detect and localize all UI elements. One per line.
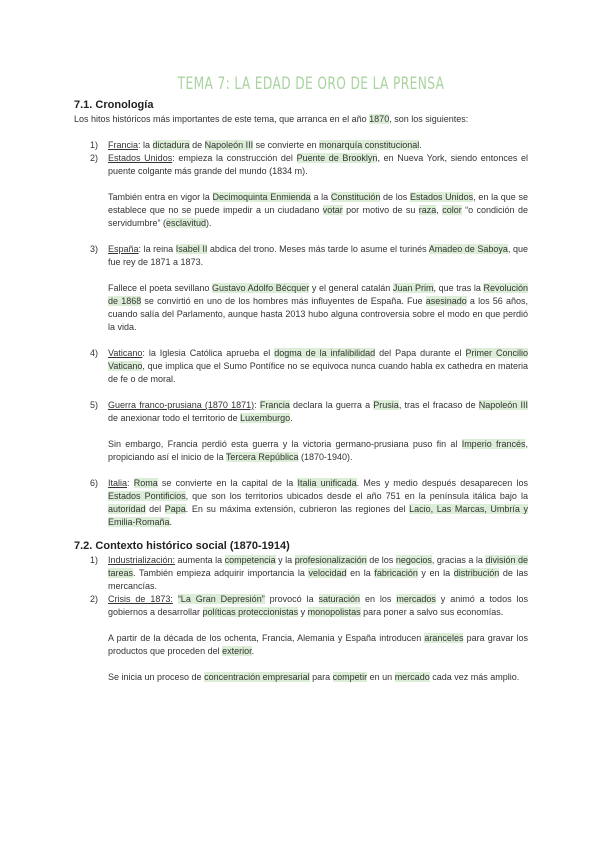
text-run: . También empieza adquirir importancia la [133,568,309,578]
text-run: , propiciando así el inicio de la [108,439,528,462]
text-run: se convirtió en uno de los hombres más influyentes de España. Fue [141,296,426,306]
highlighted-term: dictadura [152,140,190,150]
text-run: y el general catalán [309,283,393,293]
highlighted-term: Prusia [373,400,399,410]
text-run: cada vez más amplio. [429,672,520,682]
text-run: , que fue rey de 1871 a 1873. [108,244,528,267]
spacer [74,230,528,243]
text-run: para poner a salvo sus economías. [360,607,504,617]
list-number: 1) [90,555,99,565]
text-run: : [127,478,134,488]
highlighted-term: Juan Prim [392,283,434,293]
highlighted-term: división de tareas [108,555,528,578]
text-run: (1870-1940). [298,452,353,462]
text-run: Se inicia un proceso de [108,672,205,682]
highlighted-term: Lacio, Las Marcas, Umbría y Emilia-Romaña [108,504,529,527]
text-run: de anexionar todo el territorio de [108,413,241,423]
highlighted-term: monopolistas [307,607,361,617]
highlighted-term: Estados Pontificios [108,491,186,501]
highlighted-term: Puente de Brooklyn [296,153,378,163]
text-run: abdica del trono. Meses más tarde lo asume el turinés [207,244,429,254]
numbered-list [74,139,528,529]
text-run: También entra en vigor la [108,192,213,202]
text-run: ). [206,218,212,228]
highlighted-term: Amadeo de Saboya [428,244,508,254]
paragraph [108,632,528,658]
intro-paragraph [74,113,528,126]
text-run: y [298,607,308,617]
highlighted-term: profesionalización [294,555,367,565]
paragraph [108,282,528,334]
highlighted-term: Primer Concilio Vaticano [108,348,529,371]
text-run: del [145,504,165,514]
text-run: : la Iglesia Católica aprueba el [142,348,275,358]
text-run: , que son los territorios ubicados desde el año 751 en la península itálica bajo la [185,491,528,501]
text-run: se convierte en la capital de la [157,478,298,488]
list-item [74,347,528,386]
highlighted-term: asesinado [425,296,467,306]
highlighted-term: competir [332,672,368,682]
highlighted-term: 1870 [369,114,390,124]
highlighted-term: Revolución de 1868 [108,283,529,306]
text-run: . [419,140,422,150]
text-run: y en la [417,568,454,578]
text-run: del Papa durante el [375,348,466,358]
text-run: de los [366,555,396,565]
highlighted-term: aranceles [424,633,464,643]
highlighted-term: Decimoquinta Enmienda [212,192,311,202]
text-run: para [309,672,333,682]
highlighted-term: políticas proteccionistas [202,607,299,617]
underlined-topic: Crisis de 1873: [108,594,173,604]
text-run: . En su máxima extensión, cubrieron las regiones del [185,504,410,514]
text-run: , tras el fracaso de [398,400,479,410]
highlighted-term: Constitución [330,192,381,202]
text-run: . Mes y medio después desaparecen los [356,478,528,488]
list-item [74,399,528,464]
highlighted-term: distribución [453,568,500,578]
paragraph [108,671,528,684]
text-run: , que tras la [433,283,484,293]
highlighted-term: mercado [394,672,430,682]
highlighted-term: Roma [133,478,158,488]
highlighted-term: competencia [224,555,276,565]
document-body [74,98,528,684]
text-run: : la [138,140,153,150]
highlighted-term: velocidad [308,568,347,578]
paragraph [108,139,528,152]
list-item [74,593,528,684]
text-run: y animó a todos los gobiernos a desarrollar [108,594,528,617]
spacer [108,425,528,438]
highlighted-term: mercados [396,594,436,604]
text-run: “o condición de servidumbre” ( [108,205,528,228]
section [74,539,528,684]
highlighted-term: fabricación [374,568,418,578]
underlined-topic: Francia [108,140,139,150]
underlined-topic: Guerra franco-prusiana (1870 1871) [108,400,255,410]
text-run: de los [380,192,410,202]
list-item [74,554,528,593]
text-run: A partir de la década de los ochenta, Francia, Alemania y España introducen [108,633,425,643]
text-run: se convierte en [253,140,320,150]
highlighted-term: Papa [164,504,186,514]
spacer [108,178,528,191]
list-item [74,139,528,152]
highlighted-term: Napoleón III [478,400,528,410]
highlighted-term: exterior [222,646,252,656]
highlighted-term: concentración empresarial [204,672,310,682]
paragraph [108,191,528,230]
highlighted-term: dogma de la infalibilidad [274,348,376,358]
list-number: 4) [90,348,99,358]
text-run: declara la guerra a [289,400,374,410]
text-run: en los [360,594,397,604]
list-number: 5) [90,400,99,410]
document-title: TEMA 7: LA EDAD DE ORO DE LA PRENSA [177,74,445,94]
text-run: : empieza la construcción del [172,153,297,163]
list-number: 1) [90,140,99,150]
text-run: de las mercancías. [108,568,528,591]
highlighted-term: Gustavo Adolfo Bécquer [212,283,310,293]
list-item [74,477,528,529]
highlighted-term: monarquía constitucional [319,140,420,150]
text-run: . [251,646,255,656]
numbered-list [74,554,528,684]
text-run: : la reina [138,244,176,254]
list-number: 2) [90,594,99,604]
highlighted-term: color [442,205,462,215]
underlined-topic: España [108,244,139,254]
list-number: 6) [90,478,99,488]
underlined-topic: Estados Unidos [108,153,173,163]
spacer [108,619,528,632]
paragraph [108,399,528,425]
paragraph [108,438,528,464]
paragraph [108,347,528,386]
spacer [74,464,528,477]
highlighted-term: Italia unificada [297,478,357,488]
text-run: , en la que se establece que no se puede impedir a un ciudadano [108,192,528,215]
highlighted-term: Imperio francés [461,439,526,449]
text-run: Sin embargo, Francia perdió esta guerra y la victoria germano-prusiana puso fin al [108,439,462,449]
section-heading: 7.1. Cronología [74,99,154,111]
spacer [74,386,528,399]
highlighted-term: “La Gran Depresión” [177,594,265,604]
paragraph [108,243,528,269]
text-run: aumenta la [175,555,225,565]
list-item [74,243,528,334]
text-run: por motivo de su [342,205,419,215]
text-run: Fallece el poeta sevillano [108,283,212,293]
text-run: . [169,517,173,527]
text-run: a los 56 años, cuando salía del Parlamento, aunque hasta 2013 hubo alguna controversia sobre el modo en que perdió la vida. [108,296,529,332]
text-run: para gravar los productos que proceden del [108,633,528,656]
text-run: en un [367,672,395,682]
text-run: : [254,400,260,410]
paragraph [108,554,528,593]
spacer [108,658,528,671]
underlined-topic: Vaticano [108,348,143,358]
highlighted-term: Luxemburgo [240,413,291,423]
text-run: provocó la [264,594,319,604]
paragraph [108,152,528,178]
document-page [74,72,528,684]
highlighted-term: Francia [259,400,290,410]
underlined-topic: Industrialización: [108,555,176,565]
text-run: en la [346,568,375,578]
highlighted-term: Napoleón III [204,140,254,150]
highlighted-term: esclavitud [166,218,207,228]
highlighted-term: Isabel II [175,244,208,254]
text-run: , en Nueva York, siendo entonces el puente colgante más grande del mundo (1834 m). [108,153,528,176]
text-run: , [436,205,443,215]
highlighted-term: autoridad [108,504,146,514]
spacer [74,126,528,139]
list-item [74,152,528,230]
list-number: 3) [90,244,99,254]
text-run: , gracias a la [431,555,486,565]
section [74,98,528,529]
text-run: , son los siguientes: [389,114,469,124]
spacer [108,269,528,282]
text-run: , que implica que el Sumo Pontífice no se equivoca nunca cuando habla ex cathedra en materia de fe o de moral. [108,361,528,384]
highlighted-term: raza [418,205,437,215]
text-run: a la [310,192,331,202]
highlighted-term: votar [322,205,343,215]
highlighted-term: Estados Unidos [409,192,474,202]
paragraph [108,593,528,619]
highlighted-term: saturación [318,594,361,604]
text-run: . [290,413,293,423]
section-heading: 7.2. Contexto histórico social (1870-1914) [74,540,290,552]
text-run: Los hitos históricos más importantes de este tema, que arranca en el año [74,114,370,124]
list-number: 2) [90,153,99,163]
text-run: y la [275,555,295,565]
highlighted-term: negocios [395,555,432,565]
text-run: de [189,140,205,150]
paragraph [108,477,528,529]
spacer [74,334,528,347]
underlined-topic: Italia [108,478,128,488]
highlighted-term: Tercera República [225,452,299,462]
